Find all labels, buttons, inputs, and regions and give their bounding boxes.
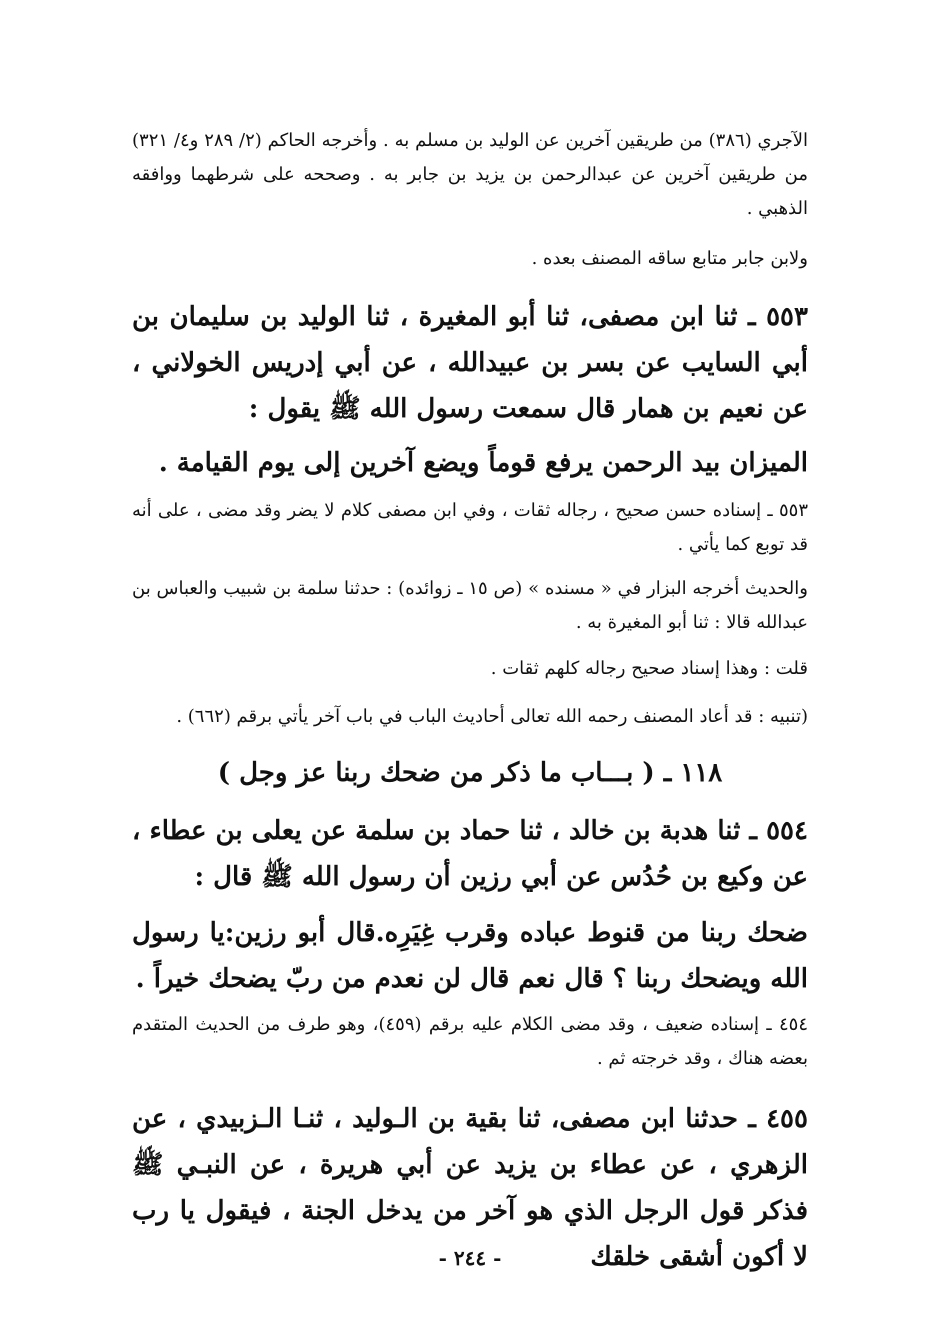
page-number: - ٢٤٤ - [438, 1246, 502, 1270]
hadith-455-isnad: ٤٥٥ ـ حدثنا ابن مصفى، ثنا بقية بن الـوليد ، ثنـا الـزبيدي ، عن الزهري ، عن عطاء بن يزيد عن أبي هريرة ، عن النبـي ﷺ فذكر قول الرجل الذي هو آخر من يدخل الجنة ، فيقول يا رب لا أكون أشقى خلقك [132, 1104, 808, 1272]
footnote-553-notice: (تنبيه : قد أعاد المصنف رحمه الله تعالى أحاديث الباب في باب آخر يأتي برقم (٦٦٢) . [176, 706, 808, 727]
chapter-118-heading: ١١٨ ـ ( بـــاب ما ذكر من ضحك ربنا عز وجل ) [217, 758, 723, 788]
hadith-553-matn: الميزان بيد الرحمن يرفع قوماً ويضع آخرين إلى يوم القيامة . [158, 448, 808, 478]
footnote-follow-up: ولابن جابر متابع ساقه المصنف بعده . [531, 248, 808, 269]
footnote-continuation: الآجري (٣٨٦) من طريقين آخرين عن الوليد بن مسلم به . وأخرجه الحاكم (٢/ ٢٨٩ و٤/ ٣٢١) من طريقين آخرين عن عبدالرحمن بن يزيد بن جابر به . وصححه على شرطهما ووافقه الذهبي . [132, 130, 808, 219]
hadith-554-matn: ضحك ربنا من قنوط عباده وقرب غِيَرِه.قال أبو رزين:يا رسول الله ويضحك ربنا ؟ قال نعم قال لن نعدم من ربّ يضحك خيراً . [132, 918, 808, 994]
hadith-553-isnad: ٥٥٣ ـ ثنا ابن مصفى، ثنا أبو المغيرة ، ثنا الوليد بن سليمان بن أبي السايب عن بسر بن عبيدالله ، عن أبي إدريس الخولاني ، عن نعيم بن همار قال سمعت رسول الله ﷺ يقول : [132, 302, 808, 424]
footnote-553-grading: ٥٥٣ ـ إسناده حسن صحيح ، رجاله ثقات ، وفي ابن مصفى كلام لا يضر وقد مضى ، على أنه قد توبع كما يأتي . [132, 500, 808, 555]
footnote-553-takhrij: والحديث أخرجه البزار في « مسنده » (ص ١٥ ـ زوائده) : حدثنا سلمة بن شبيب والعباس بن عبدالله قالا : ثنا أبو المغيرة به . [132, 578, 808, 633]
footnote-553-comment: قلت : وهذا إسناد صحيح رجاله كلهم ثقات . [490, 658, 808, 679]
hadith-554-isnad: ٥٥٤ ـ ثنا هدبة بن خالد ، ثنا حماد بن سلمة عن يعلى بن عطاء ، عن وكيع بن حُدُس عن أبي رزين أن رسول الله ﷺ قال : [132, 816, 808, 892]
footnote-454-grading: ٤٥٤ ـ إسناده ضعيف ، وقد مضى الكلام عليه برقم (٤٥٩)، وهو طرف من الحديث المتقدم بعضه هناك ، وقد خرجته ثم . [132, 1014, 808, 1069]
